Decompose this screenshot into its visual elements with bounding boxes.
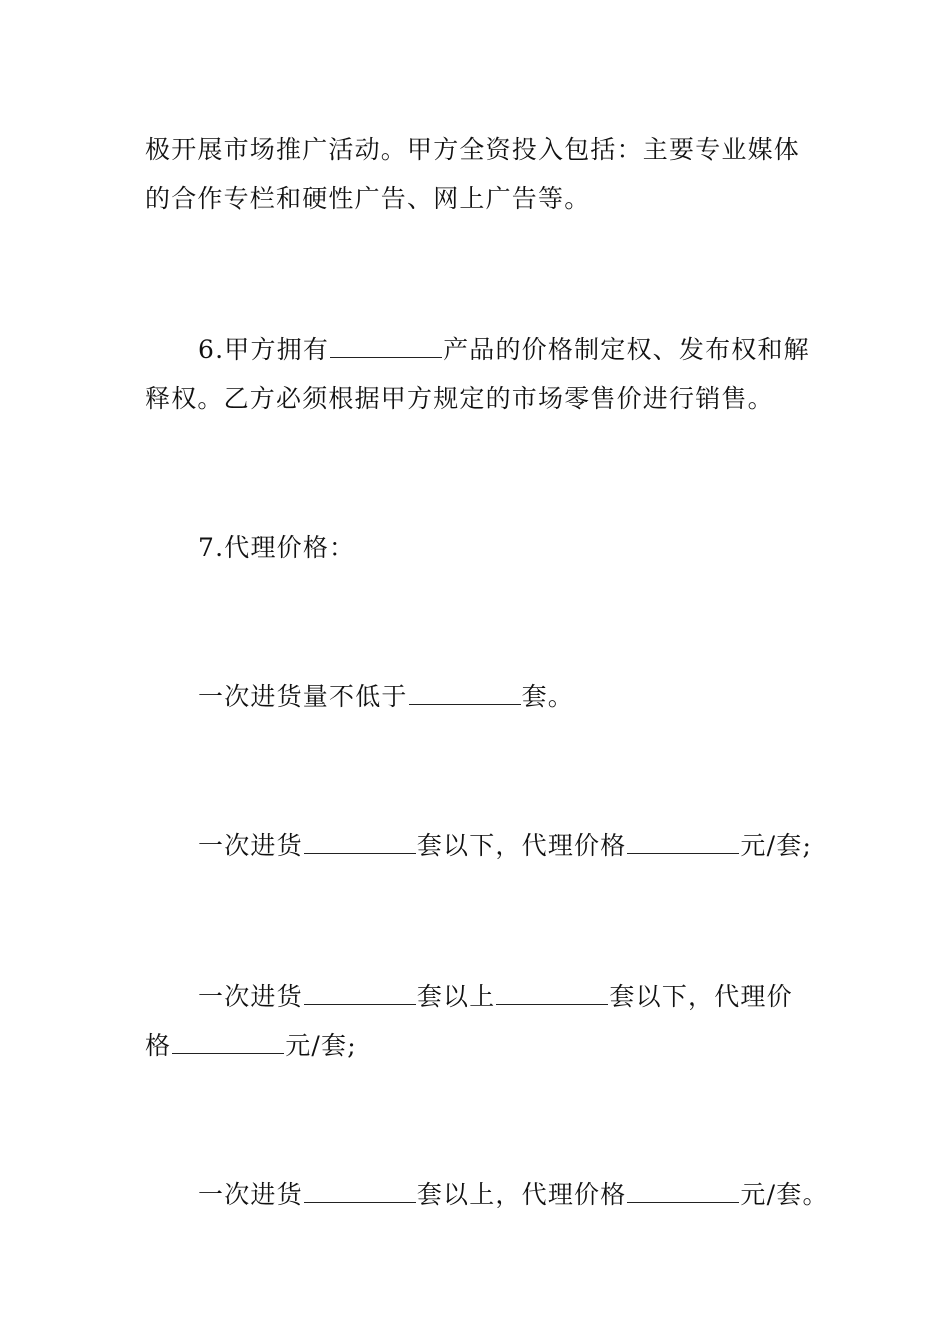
blank-field: [172, 1031, 284, 1054]
paragraph-6-line-2: 释权。乙方必须根据甲方规定的市场零售价进行销售。: [145, 384, 774, 413]
clause-tier-2-mid2: 套以下，代理价: [609, 982, 793, 1011]
paragraph-5-line-1: 极开展市场推广活动。甲方全资投入包括：主要专业媒体: [145, 135, 801, 164]
clause-min-order-post: 套。: [521, 682, 575, 711]
clause-tier-2-line-2: [145, 1030, 357, 1062]
clause-tier-3-mid: 套以上，代理价格: [416, 1180, 627, 1209]
clause-tier-2-line-1: [198, 981, 793, 1013]
clause-tier-2-line2-post: 元/套;: [285, 1031, 357, 1060]
clause-tier-3-pre: 一次进货: [198, 1180, 303, 1209]
blank-field: [627, 1180, 739, 1203]
paragraph-6-line-1: [198, 334, 810, 366]
clause-tier-1: [198, 830, 812, 862]
clause-min-order-pre: 一次进货量不低于: [198, 682, 408, 711]
clause-tier-2-mid1: 套以上: [416, 982, 496, 1011]
clause-tier-2-line2-pre: 格: [145, 1031, 172, 1060]
blank-field: [409, 682, 521, 705]
paragraph-5-line-2: 的合作专栏和硬性广告、网上广告等。: [145, 184, 591, 213]
blank-field: [330, 335, 442, 358]
blank-field: [304, 831, 416, 854]
clause-tier-3-post: 元/套。: [740, 1180, 829, 1209]
paragraph-6-pre: 6.甲方拥有: [198, 335, 330, 364]
clause-tier-3: [198, 1179, 829, 1211]
clause-min-order: [198, 681, 574, 713]
clause-tier-1-pre: 一次进货: [198, 831, 303, 860]
blank-field: [304, 1180, 416, 1203]
paragraph-6-post: 产品的价格制定权、发布权和解: [443, 335, 810, 364]
paragraph-7-heading: 7.代理价格：: [198, 533, 356, 562]
blank-field: [627, 831, 739, 854]
clause-tier-1-mid: 套以下，代理价格: [416, 831, 627, 860]
blank-field: [304, 982, 416, 1005]
clause-tier-1-post: 元/套;: [740, 831, 813, 860]
clause-tier-2-pre: 一次进货: [198, 982, 303, 1011]
blank-field: [496, 982, 608, 1005]
